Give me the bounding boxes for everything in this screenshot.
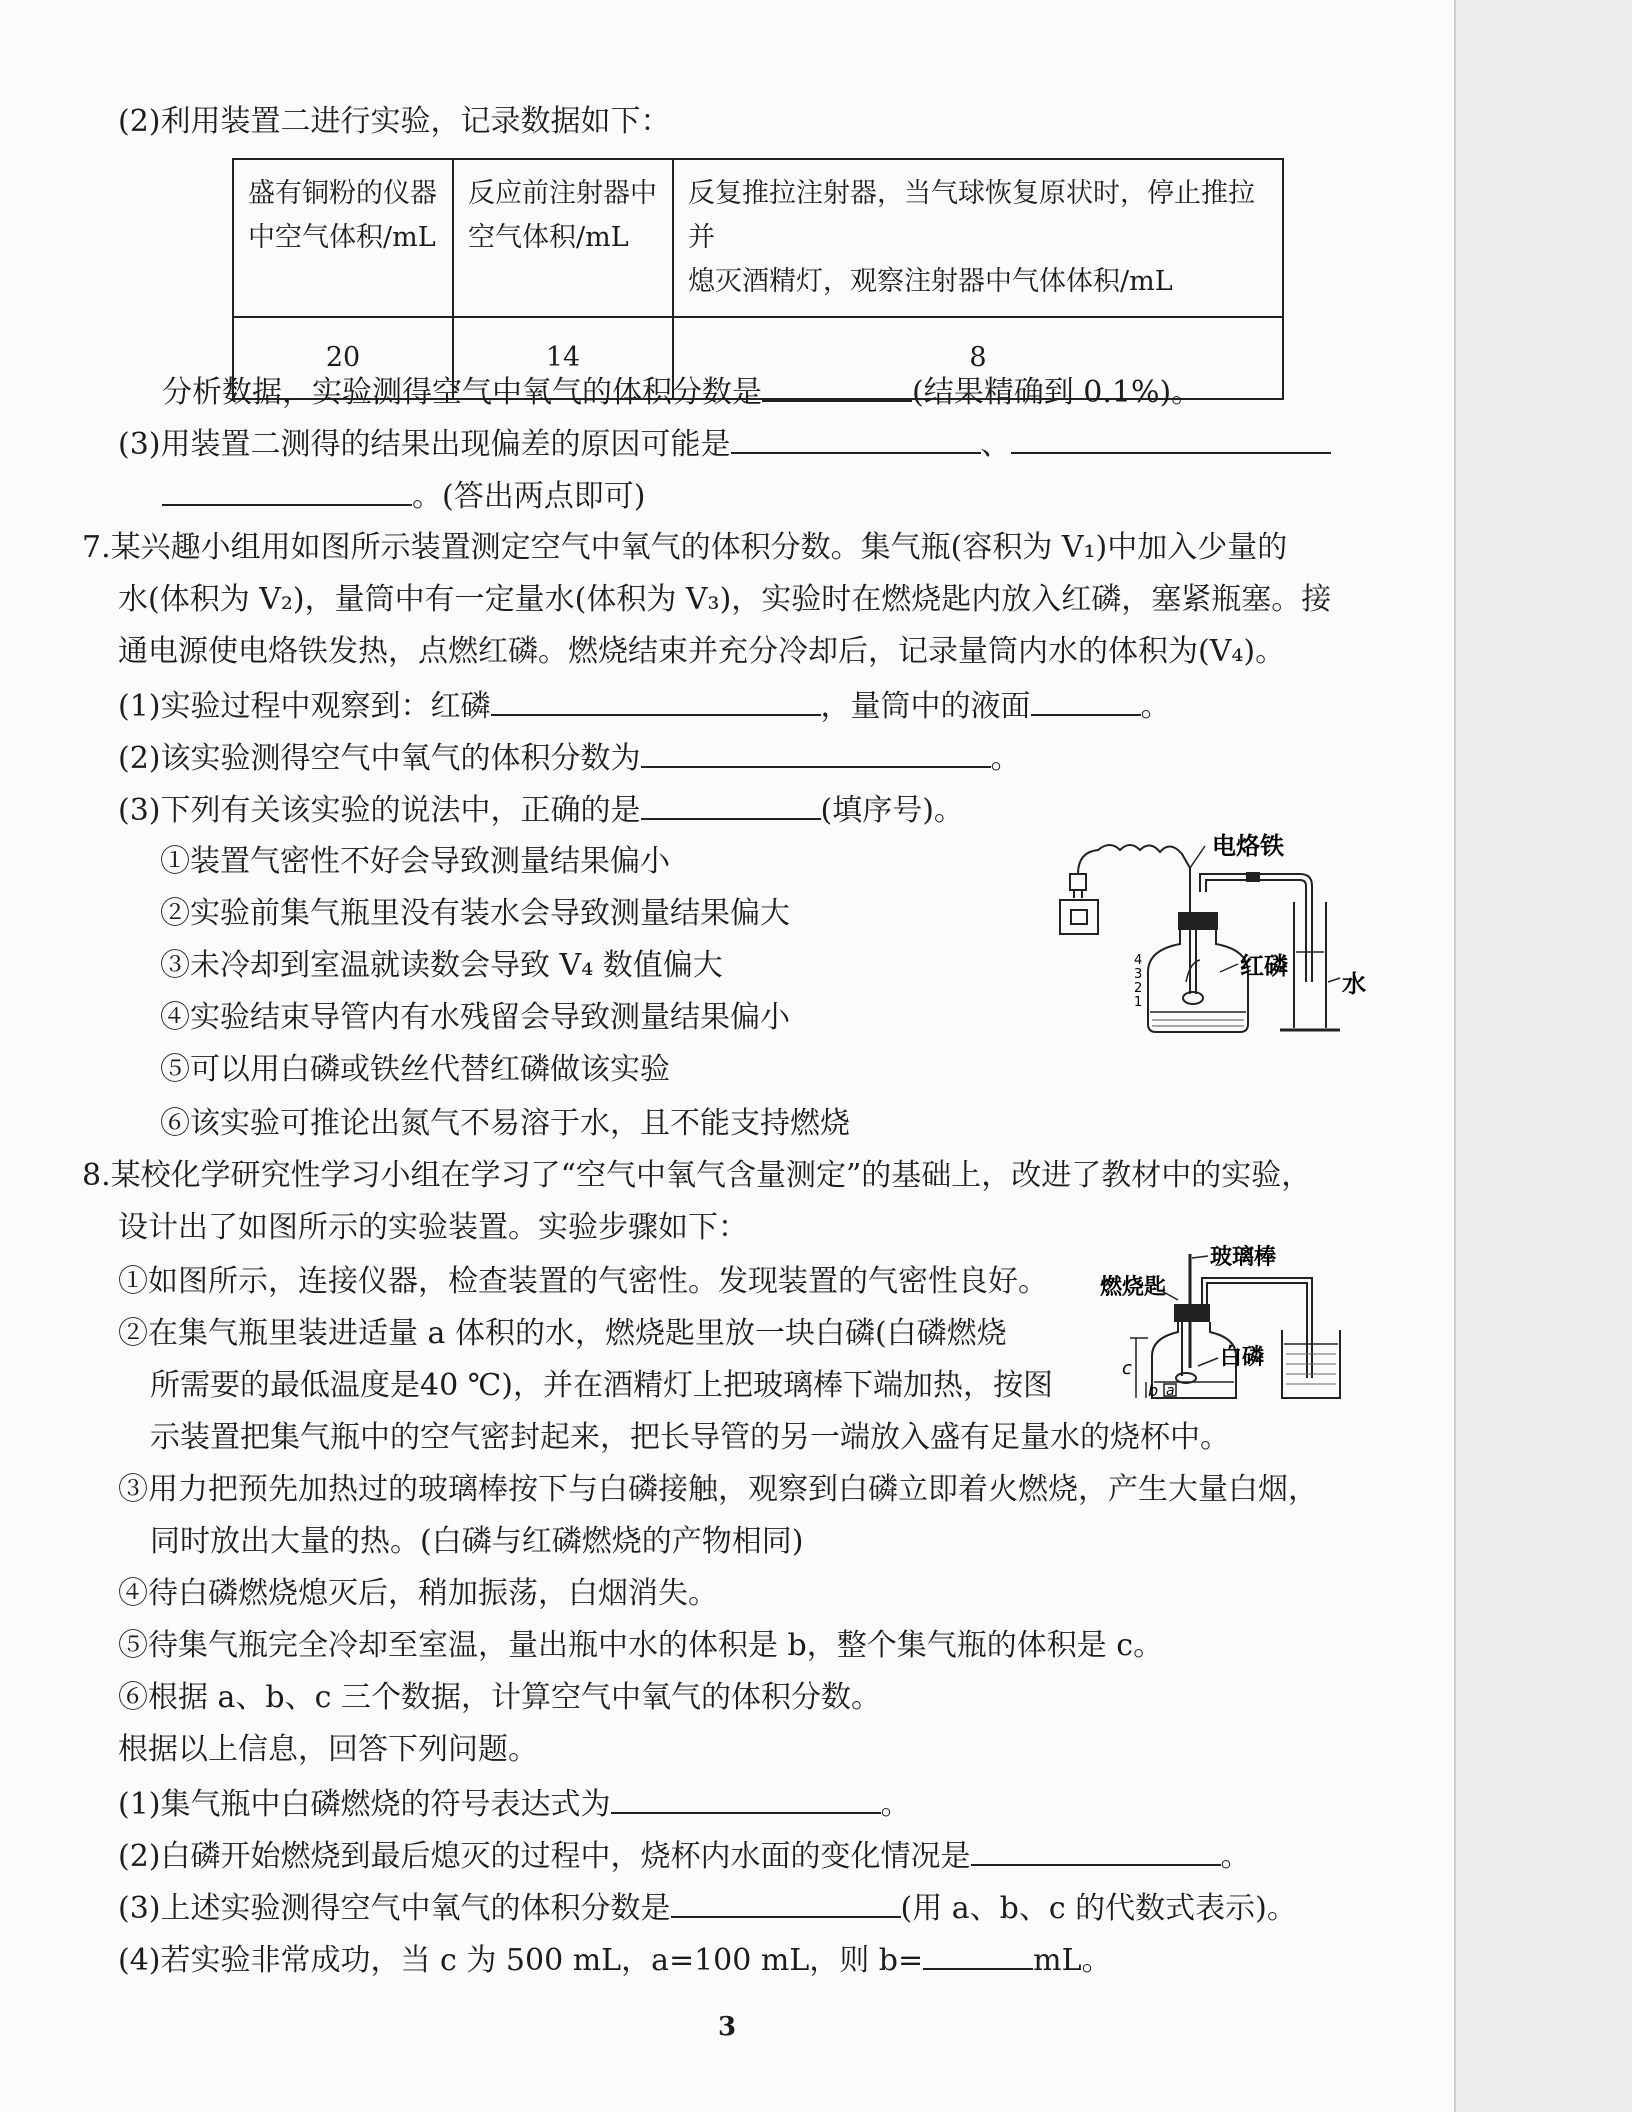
answer-blank[interactable]: [923, 1938, 1033, 1970]
answer-blank[interactable]: [1031, 684, 1141, 716]
table-cell: 20: [233, 317, 453, 399]
q8-stem-line1: 8.某校化学研究性学习小组在学习了“空气中氧气含量测定”的基础上，改进了教材中的实验，: [82, 1158, 1312, 1193]
q7-option: ⑤可以用白磷或铁丝代替红磷做该实验: [160, 1052, 670, 1087]
answer-blank[interactable]: [671, 1886, 901, 1918]
label-spoon: 燃烧匙: [1100, 1275, 1167, 1300]
label-b: b: [1148, 1381, 1159, 1400]
q8-question-1: (1)集气瓶中白磷燃烧的符号表达式为 。: [118, 1782, 911, 1825]
answer-blank[interactable]: [491, 684, 821, 716]
q6-analysis: 分析数据，实验测得空气中氧气的体积分数是 (结果精确到 0.1%)。: [162, 370, 1201, 413]
q7-option: ②实验前集气瓶里没有装水会导致测量结果偏大: [160, 896, 790, 931]
q6-part3-cont: 。(答出两点即可): [162, 474, 645, 517]
label-iron: 电烙铁: [1212, 832, 1284, 860]
q8-question-2: (2)白磷开始燃烧到最后熄灭的过程中，烧杯内水面的变化情况是 。: [118, 1834, 1251, 1877]
q8-question-3: (3)上述实验测得空气中氧气的体积分数是 (用 a、b、c 的代数式表示)。: [118, 1886, 1297, 1929]
q7-apparatus-figure: [1040, 832, 1380, 1042]
table-header-cell: 盛有铜粉的仪器 中空气体积/mL: [233, 159, 453, 317]
answer-blank[interactable]: [641, 736, 991, 768]
q8-step: ③用力把预先加热过的玻璃棒按下与白磷接触，观察到白磷立即着火燃烧，产生大量白烟，: [118, 1472, 1318, 1507]
q7-stem-line2: 水(体积为 V₂)，量筒中有一定量水(体积为 V₃)，实验时在燃烧匙内放入红磷，塞紧瓶塞。接: [118, 582, 1332, 617]
q8-step: 同时放出大量的热。(白磷与红磷燃烧的产物相同): [150, 1524, 804, 1559]
answer-blank[interactable]: [731, 422, 981, 454]
q8-lead: 根据以上信息，回答下列问题。: [118, 1732, 538, 1767]
q8-step: 所需要的最低温度是40 ℃)，并在酒精灯上把玻璃棒下端加热，按图: [150, 1368, 1053, 1403]
q7-option: ③未冷却到室温就读数会导致 V₄ 数值偏大: [160, 948, 723, 983]
data-table: [232, 158, 1284, 400]
table-cell: 8: [673, 317, 1283, 399]
q7-option: ①装置气密性不好会导致测量结果偏小: [160, 844, 670, 879]
q8-step: ⑥根据 a、b、c 三个数据，计算空气中氧气的体积分数。: [118, 1680, 881, 1715]
answer-blank[interactable]: [162, 474, 412, 506]
gas-bottle: [1148, 930, 1248, 1032]
q8-step: ②在集气瓶里装进适量 a 体积的水，燃烧匙里放一块白磷(白磷燃烧: [118, 1316, 1007, 1351]
label-phosphorus: 红磷: [1240, 952, 1288, 980]
table-header-cell: 反复推拉注射器，当气球恢复原状时，停止推拉并 熄灭酒精灯，观察注射器中气体体积/mL: [673, 159, 1283, 317]
q8-stem-line2: 设计出了如图所示的实验装置。实验步骤如下：: [118, 1210, 748, 1245]
label-water: 水: [1342, 970, 1366, 998]
q7-option: ④实验结束导管内有水残留会导致测量结果偏小: [160, 1000, 790, 1035]
answer-blank[interactable]: [971, 1834, 1221, 1866]
answer-blank[interactable]: [611, 1782, 881, 1814]
power-socket: [1060, 900, 1098, 934]
q8-step: 示装置把集气瓶中的空气密封起来，把长导管的另一端放入盛有足量水的烧杯中。: [150, 1420, 1230, 1455]
q7-part3: (3)下列有关该实验的说法中，正确的是 (填序号)。: [118, 788, 964, 831]
answer-blank[interactable]: [641, 788, 821, 820]
burning-spoon: [1183, 992, 1203, 1004]
q7-stem-line1: 7.某兴趣小组用如图所示装置测定空气中氧气的体积分数。集气瓶(容积为 V₁)中加入少量的: [82, 530, 1288, 565]
label-rod: 玻璃棒: [1210, 1245, 1277, 1270]
q7-stem-line3: 通电源使电烙铁发热，点燃红磷。燃烧结束并充分冷却后，记录量筒内水的体积为(V₄)。: [118, 634, 1286, 669]
label-a: a: [1166, 1383, 1175, 1399]
q6-part2-intro: (2)利用装置二进行实验，记录数据如下：: [118, 104, 671, 139]
q7-option: ⑥该实验可推论出氮气不易溶于水，且不能支持燃烧: [160, 1106, 850, 1141]
q6-part3: (3)用装置二测得的结果出现偏差的原因可能是 、: [118, 422, 1331, 465]
q8-step: ④待白磷燃烧熄灭后，稍加振荡，白烟消失。: [118, 1576, 718, 1611]
stopper: [1174, 1304, 1210, 1322]
page-right-margin: [1454, 0, 1632, 2112]
heating-wire: [1078, 845, 1190, 928]
scale-mark: 2: [1134, 981, 1143, 996]
scale-mark: 1: [1134, 995, 1143, 1010]
q7-part2: (2)该实验测得空气中氧气的体积分数为 。: [118, 736, 1021, 779]
plug: [1070, 874, 1086, 890]
q8-step: ⑤待集气瓶完全冷却至室温，量出瓶中水的体积是 b，整个集气瓶的体积是 c。: [118, 1628, 1164, 1663]
q7-part1: (1)实验过程中观察到：红磷 ，量筒中的液面 。: [118, 684, 1171, 727]
table-cell: 14: [453, 317, 673, 399]
label-white-p: 白磷: [1220, 1345, 1265, 1370]
q8-question-4: (4)若实验非常成功，当 c 为 500 mL，a=100 mL，则 b= mL。: [118, 1938, 1112, 1981]
answer-blank[interactable]: [1011, 422, 1331, 454]
page-number: 3: [718, 2012, 737, 2042]
scale-mark: 4: [1134, 953, 1143, 968]
table-header-cell: 反应前注射器中 空气体积/mL: [453, 159, 673, 317]
label-c: c: [1122, 1358, 1132, 1379]
scale-mark: 3: [1134, 967, 1143, 982]
answer-blank[interactable]: [762, 370, 912, 402]
q8-step: ①如图所示，连接仪器，检查装置的气密性。发现装置的气密性良好。: [118, 1264, 1048, 1299]
graduated-cylinder: [1294, 902, 1326, 1028]
q8-apparatus-figure: [1086, 1238, 1382, 1408]
stopper: [1178, 912, 1218, 930]
